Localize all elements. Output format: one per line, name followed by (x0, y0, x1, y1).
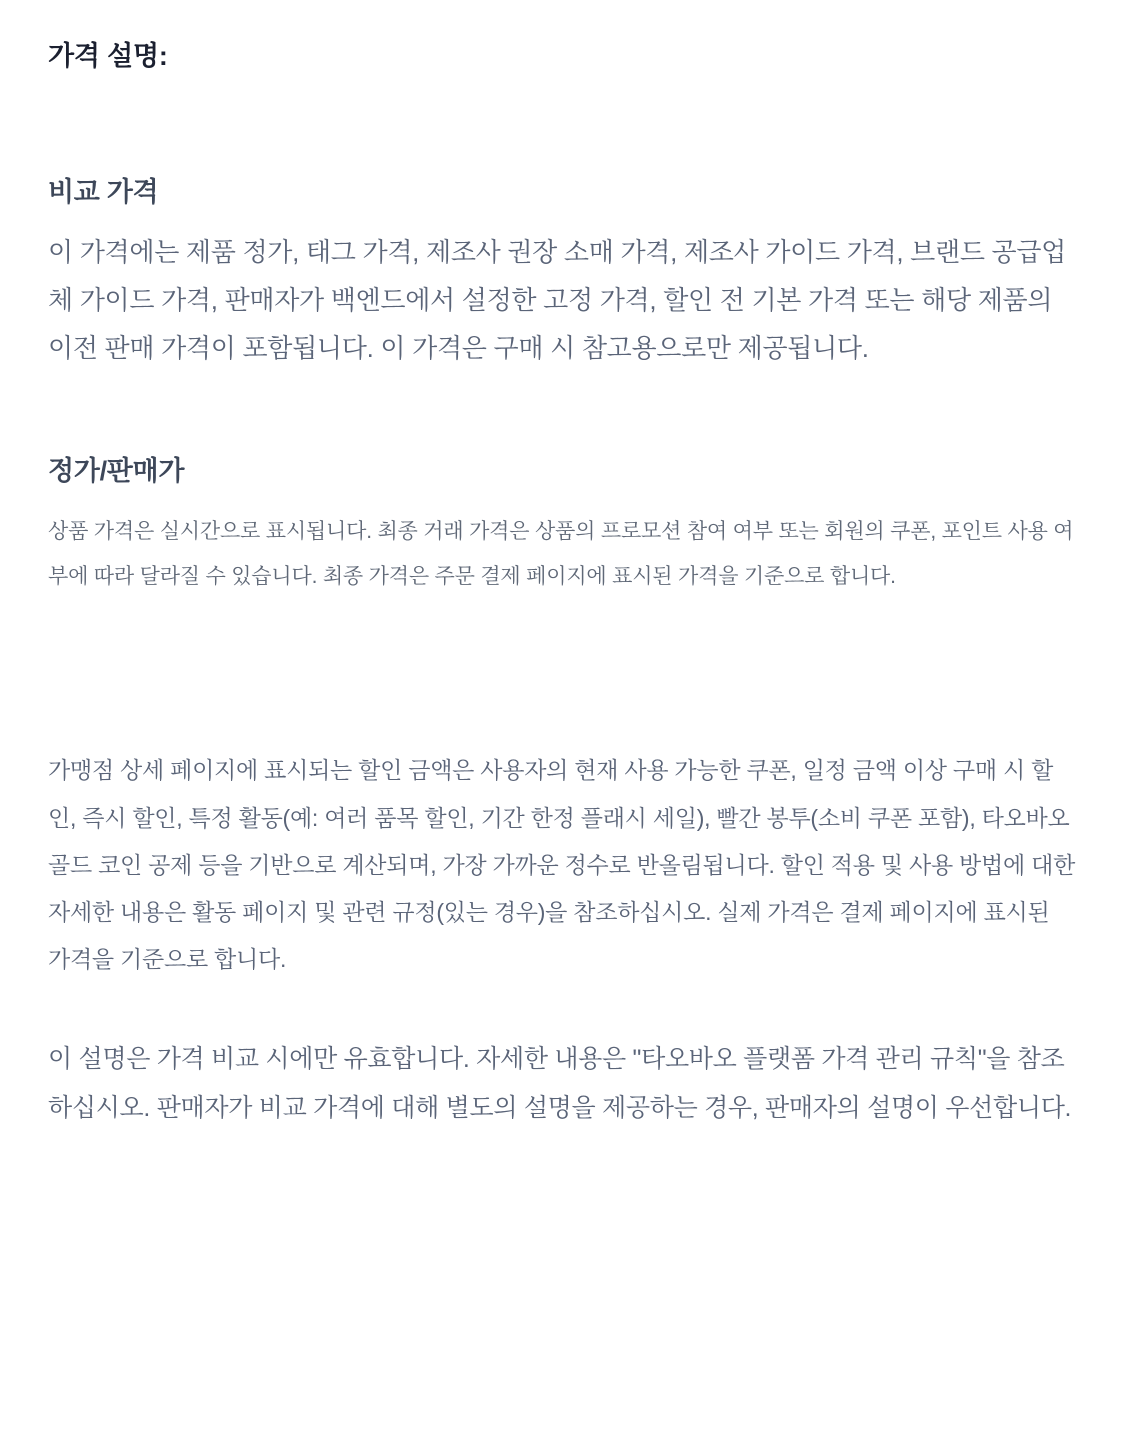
final-note-block (48, 1035, 1077, 1133)
section-list-sale-price (48, 451, 1077, 600)
discount-note-text: 가맹점 상세 페이지에 표시되는 할인 금액은 사용자의 현재 사용 가능한 쿠폰, 일정 금액 이상 구매 시 할인, 즉시 할인, 특정 활동(예: 여러 품목 할인, 기간 한정 플래시 세일), 빨간 봉투(소비 쿠폰 포함), 타오바오 골드 코인 공제 등을 기반으로 계산되며, 가장 가까운 정수로 반올림됩니다. 할인 적용 및 사용 방법에 대한 자세한 내용은 활동 페이지 및 관련 규정(있는 경우)을 참조하십시오. 실제 가격은 결제 페이지에 표시된 가격을 기준으로 합니다. (48, 757, 1076, 972)
section-body-list-sale-price: 상품 가격은 실시간으로 표시됩니다. 최종 거래 가격은 상품의 프로모션 참여 여부 또는 회원의 쿠폰, 포인트 사용 여부에 따라 달라질 수 있습니다. 최종 가격은 주문 결제 페이지에 표시된 가격을 기준으로 합니다. (48, 520, 1074, 589)
section-heading-compare-price: 비교 가격 (48, 176, 159, 207)
section-body-compare-price: 이 가격에는 제품 정가, 태그 가격, 제조사 권장 소매 가격, 제조사 가이드 가격, 브랜드 공급업체 가이드 가격, 판매자가 백엔드에서 설정한 고정 가격, 할인 전 기본 가격 또는 해당 제품의 이전 판매 가격이 포함됩니다. 이 가격은 구매 시 참고용으로만 제공됩니다. (48, 237, 1067, 364)
section-compare-price (48, 172, 1077, 373)
discount-note-block (48, 747, 1077, 983)
page-title: 가격 설명: (48, 41, 168, 71)
section-heading-list-sale-price: 정가/판매가 (48, 455, 185, 486)
final-note-text: 이 설명은 가격 비교 시에만 유효합니다. 자세한 내용은 "타오바오 플랫폼 가격 관리 규칙"을 참조하십시오. 판매자가 비교 가격에 대해 별도의 설명을 제공하는 경우, 판매자의 설명이 우선합니다. (48, 1045, 1072, 1122)
